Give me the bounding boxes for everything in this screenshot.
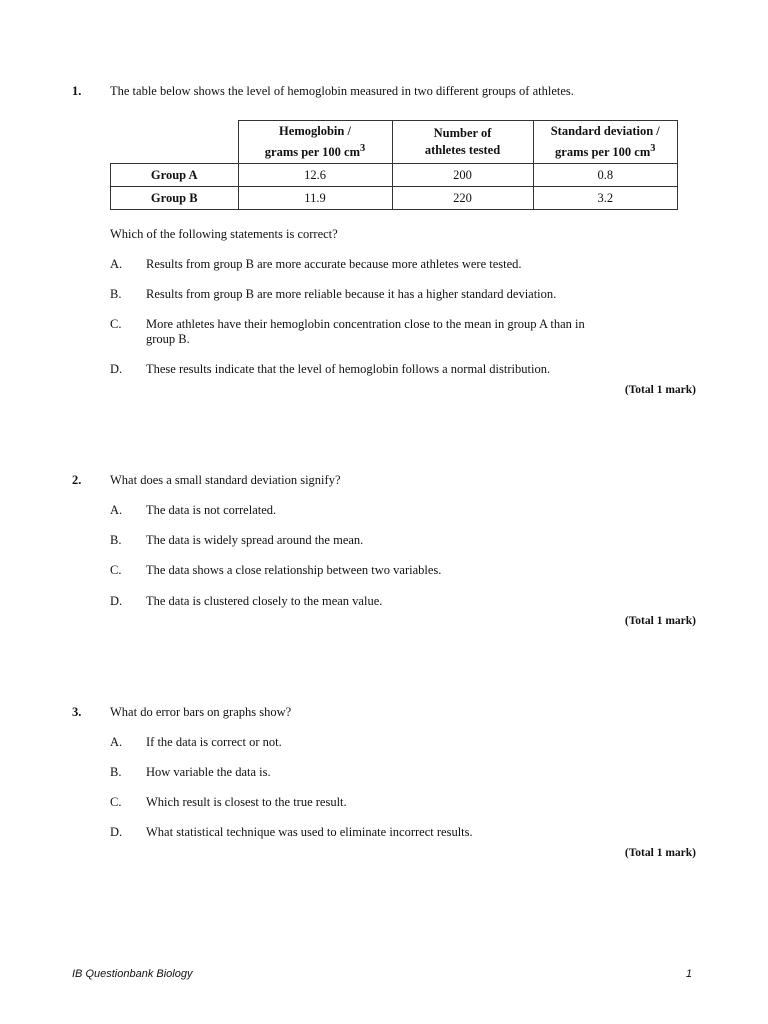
header-line: Number of <box>433 126 492 140</box>
header-line: Standard deviation / <box>550 123 660 138</box>
header-line: grams per 100 cm <box>264 145 361 160</box>
header-line: grams per 100 cm <box>555 145 651 160</box>
option-text: The data is widely spread around the mean. <box>146 533 364 547</box>
option-text: More athletes have their hemoglobin concentration close to the mean in group A than in <box>146 317 585 331</box>
table-cell-sd: 0.8 <box>533 164 678 187</box>
page-number: 1 <box>685 968 692 980</box>
table-header-athletes <box>392 121 533 164</box>
table-cell-group: Group B <box>111 187 239 210</box>
option-text: These results indicate that the level of hemoglobin follows a normal distribution. <box>146 362 551 376</box>
table-header-sd <box>533 121 678 164</box>
option-text: Results from group B are more accurate because more athletes were tested. <box>146 257 522 271</box>
header-line: athletes tested <box>424 143 501 157</box>
option-letter: D. <box>110 362 123 376</box>
option-text: How variable the data is. <box>146 765 271 779</box>
table-header-row <box>111 121 678 164</box>
option-text: If the data is correct or not. <box>146 735 282 749</box>
question-2-number: 2. <box>72 473 82 487</box>
hemoglobin-table <box>110 120 678 210</box>
table-row <box>111 164 678 187</box>
total-mark: (Total 1 mark) <box>624 615 696 627</box>
option-text: What statistical technique was used to eliminate incorrect results. <box>146 825 473 839</box>
option-letter: C. <box>110 563 122 577</box>
superscript: 3 <box>360 142 366 154</box>
option-text: The data is clustered closely to the mean value. <box>146 594 383 608</box>
option-text: Results from group B are more reliable because it has a higher standard deviation. <box>146 287 557 301</box>
option-letter: D. <box>110 594 123 608</box>
question-1-text: The table below shows the level of hemoglobin measured in two different groups of athletes. <box>110 84 574 98</box>
question-1-number: 1. <box>72 84 82 98</box>
option-letter: C. <box>110 795 122 809</box>
option-text: The data is not correlated. <box>146 503 277 517</box>
question-1-prompt: Which of the following statements is correct? <box>110 227 338 241</box>
table-cell-sd: 3.2 <box>533 187 678 210</box>
table-cell-athletes: 220 <box>392 187 533 210</box>
table-row <box>111 187 678 210</box>
option-letter: D. <box>110 825 123 839</box>
option-letter: B. <box>110 533 122 547</box>
table-cell-athletes: 200 <box>392 164 533 187</box>
table-cell-hemoglobin: 12.6 <box>238 164 392 187</box>
question-3-text: What do error bars on graphs show? <box>110 705 292 719</box>
option-letter: A. <box>110 503 123 517</box>
option-letter: B. <box>110 765 122 779</box>
total-mark: (Total 1 mark) <box>624 847 696 859</box>
superscript: 3 <box>650 142 656 154</box>
footer-source: IB Questionbank Biology <box>72 968 193 980</box>
option-text: The data shows a close relationship between two variables. <box>146 563 442 577</box>
table-header-hemoglobin <box>238 121 392 164</box>
option-letter: C. <box>110 317 122 331</box>
option-letter: B. <box>110 287 122 301</box>
table-cell-group: Group A <box>111 164 239 187</box>
table-header-blank <box>111 121 239 164</box>
option-text: Which result is closest to the true result. <box>146 795 347 809</box>
option-letter: A. <box>110 257 123 271</box>
header-line: Hemoglobin / <box>279 123 351 138</box>
total-mark: (Total 1 mark) <box>624 384 696 396</box>
option-text-continued: group B. <box>146 332 190 346</box>
question-2-text: What does a small standard deviation signify? <box>110 473 341 487</box>
question-3-number: 3. <box>72 705 82 719</box>
option-letter: A. <box>110 735 123 749</box>
table-cell-hemoglobin: 11.9 <box>238 187 392 210</box>
